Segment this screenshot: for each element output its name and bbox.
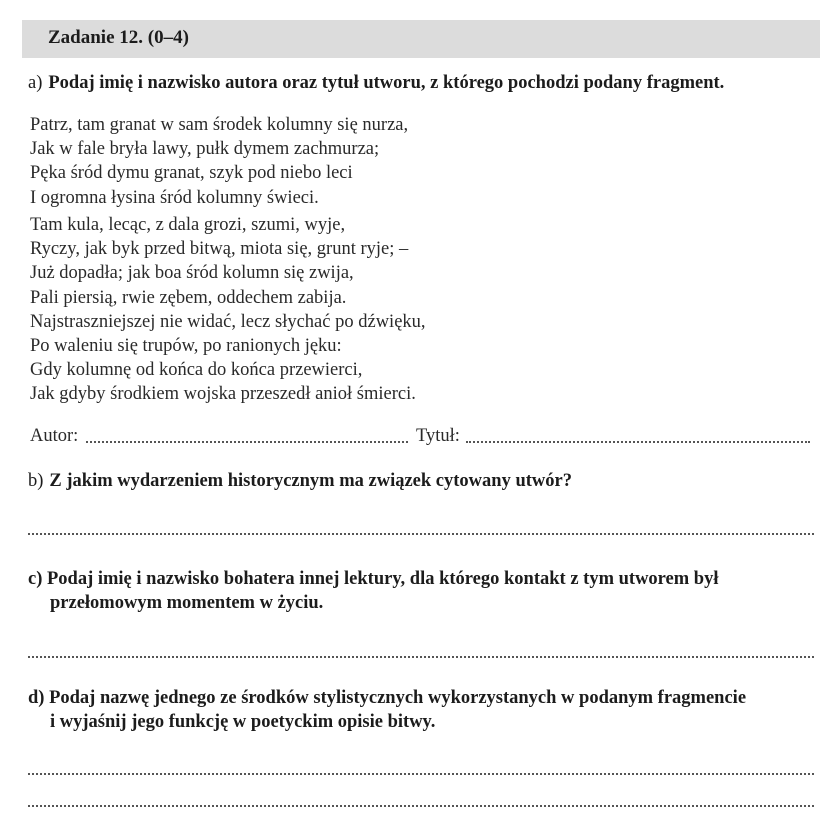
answer-d-line-2[interactable] xyxy=(28,805,814,807)
answer-b-line[interactable] xyxy=(28,533,814,535)
question-b-letter: b) xyxy=(28,471,44,491)
question-d-line-1: d) Podaj nazwę jednego ze środków stylistycznych wykorzystanych w podanym fragmencie xyxy=(28,688,747,708)
poem-line: Pali piersią, rwie zębem, oddechem zabija. xyxy=(30,287,347,308)
author-answer-field[interactable] xyxy=(86,441,408,443)
question-a-letter: a) xyxy=(28,73,43,93)
title-label: Tytuł: xyxy=(416,426,460,446)
question-b xyxy=(28,469,572,493)
poem-line: Jak gdyby środkiem wojska przeszedł anioł śmierci. xyxy=(30,384,416,405)
poem-line: Pęka śród dymu granat, szyk pod niebo leci xyxy=(30,163,353,184)
poem-line: Najstraszniejszej nie widać, lecz słychać po dźwięku, xyxy=(30,311,426,332)
question-b-text: Z jakim wydarzeniem historycznym ma związek cytowany utwór? xyxy=(49,471,572,491)
question-a xyxy=(28,71,724,95)
poem-line: Po waleniu się trupów, po ranionych jęku: xyxy=(30,336,342,357)
poem-stanza-2 xyxy=(30,213,426,407)
poem-stanza-1 xyxy=(30,113,408,210)
question-c-line-2: przełomowym momentem w życiu. xyxy=(50,593,324,613)
question-a-text: Podaj imię i nazwisko autora oraz tytuł utworu, z którego pochodzi podany fragment. xyxy=(48,73,725,93)
question-d-line-2: i wyjaśnij jego funkcję w poetyckim opisie bitwy. xyxy=(50,712,436,732)
answer-c-line[interactable] xyxy=(28,656,814,658)
poem-line: I ogromna łysina śród kolumny świeci. xyxy=(30,187,319,208)
title-answer-field[interactable] xyxy=(466,441,810,443)
poem-line: Jak w fale bryła lawy, pułk dymem zachmurza; xyxy=(30,139,380,160)
poem-line: Gdy kolumnę od końca do końca przewierci, xyxy=(30,360,363,381)
poem-line: Patrz, tam granat w sam środek kolumny się nurza, xyxy=(30,115,409,135)
poem-line: Ryczy, jak byk przed bitwą, miota się, grunt ryje; – xyxy=(30,239,409,260)
task-title: Zadanie 12. (0–4) xyxy=(48,27,189,48)
author-label: Autor: xyxy=(30,426,79,446)
answer-d-line-1[interactable] xyxy=(28,773,814,775)
poem-line: Tam kula, lecąc, z dala grozi, szumi, wyje, xyxy=(30,215,346,235)
question-c-line-1: c) Podaj imię i nazwisko bohatera innej lektury, dla którego kontakt z tym utworem był xyxy=(28,569,719,589)
poem-line: Już dopadła; jak boa śród kolumn się zwija, xyxy=(30,263,354,284)
